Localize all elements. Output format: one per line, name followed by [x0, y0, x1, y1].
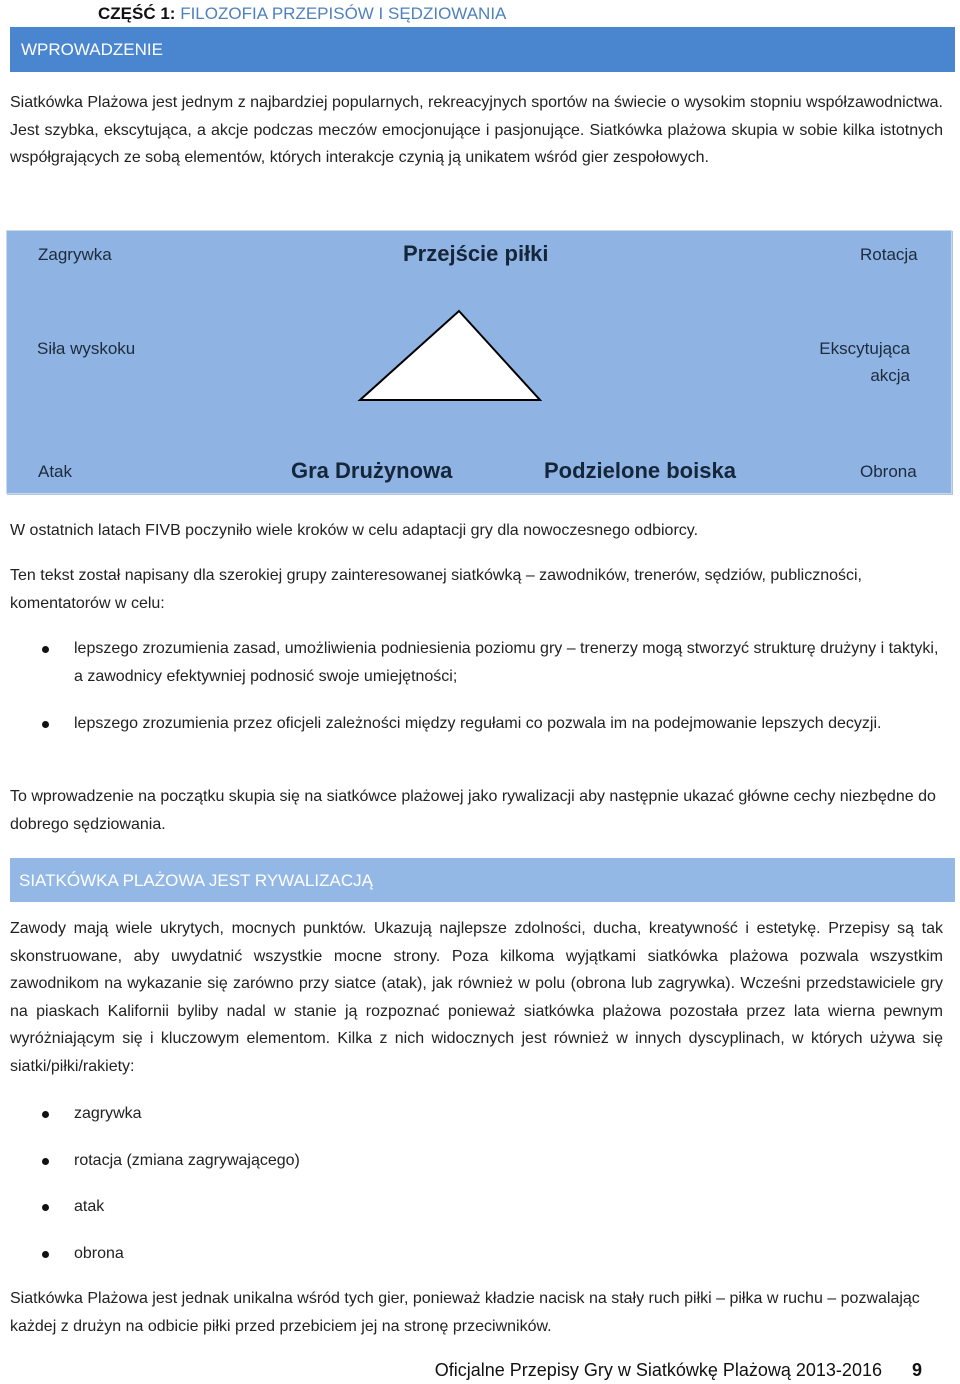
elements-diagram	[6, 230, 952, 494]
list-item-text: lepszego zrozumienia zasad, umożliwienia podniesienia poziomu gry – trenerzy mogą stworzyć strukturę drużyny i taktyki, a zawodnicy efektywniej podnosić swoje umiejętności;	[74, 640, 939, 685]
part-label: CZĘŚĆ 1:	[98, 4, 176, 23]
intro-paragraph: Siatkówka Plażowa jest jednym z najbardziej popularnych, rekreacyjnych sportów na świecie o wysokim stopniu współzawodnictwa. Jest szybka, ekscytująca, a akcje podczas meczów emocjonujące i pasjonujące. Siatkówka plażowa skupia w sobie kilka istotnych współgrających ze sobą elementów, których interakcje czynią ją unikatem wśród gier zespołowych.	[10, 94, 943, 166]
bullet-icon	[42, 1204, 49, 1211]
diagram-label-split-court: Podzielone boiska	[544, 458, 736, 483]
competition-paragraph: Zawody mają wiele ukrytych, mocnych punktów. Ukazują najlepsze zdolności, ducha, kreatywność i estetykę. Przepisy są tak skonstruowane, aby uwydatnić wszystkie mocne strony. Poza kilkoma wyjątkami siatkówka plażowa pozwala wszystkim zawodnikom na wykazanie się zarówno przy siatce (atak), jak również w polu (obrona lub zagrywka). Wcześni przedstawiciele gry na piaskach Kalifornii byliby nadal w stanie ją rozpoznać ponieważ siatkówka plażowa pozostała przez lata wierna pewnym wyróżniającym się i kluczowym elementom. Kilka z nich widocznych jest również w innych dyscyplinach, w których używa się siatki/piłki/rakiety:	[10, 920, 943, 1075]
section-header-bar	[10, 27, 955, 72]
bullet-icon	[42, 646, 49, 653]
section2-header-bar	[10, 858, 955, 902]
page-number: 9	[911, 1360, 922, 1380]
section-title: WPROWADZENIE	[21, 40, 163, 59]
bullet-icon	[42, 1251, 49, 1258]
part-heading	[98, 4, 506, 24]
bullet-icon	[42, 721, 49, 728]
fivb-paragraph: W ostatnich latach FIVB poczyniło wiele kroków w celu adaptacji gry dla nowoczesnego odbiorcy.	[10, 522, 699, 539]
diagram-label-exciting-action-1: Ekscytująca	[819, 339, 910, 358]
list-item-text: atak	[74, 1198, 105, 1215]
diagram-label-ball-transition: Przejście piłki	[403, 241, 549, 266]
bullet-icon	[42, 1158, 49, 1165]
audience-paragraph: Ten tekst został napisany dla szerokiej grupy zainteresowanej siatkówką – zawodników, trenerów, sędziów, publiczności, komentatorów w celu:	[10, 567, 862, 612]
diagram-label-serve: Zagrywka	[38, 245, 112, 264]
diagram-label-jump-power: Siła wyskoku	[37, 339, 136, 358]
list-item-text: zagrywka	[74, 1105, 142, 1122]
section2-title: SIATKÓWKA PLAŻOWA JEST RYWALIZACJĄ	[19, 871, 373, 890]
footer-title: Oficjalne Przepisy Gry w Siatkówkę Plażową 2013-2016	[434, 1360, 882, 1380]
bullet-icon	[42, 1111, 49, 1118]
focus-paragraph: To wprowadzenie na początku skupia się na siatkówce plażowej jako rywalizacji aby następnie ukazać główne cechy niezbędne do dobrego sędziowania.	[10, 788, 936, 833]
diagram-label-team-play: Gra Drużynowa	[291, 458, 453, 483]
part-title: FILOZOFIA PRZEPISÓW I SĘDZIOWANIA	[180, 4, 507, 23]
list-item-text: lepszego zrozumienia przez oficjeli zależności między regułami co pozwala im na podejmowanie lepszych decyzji.	[74, 715, 882, 732]
page-footer	[435, 1360, 922, 1381]
diagram-label-rotation: Rotacja	[860, 245, 918, 264]
diagram-label-attack: Atak	[38, 462, 73, 481]
diagram-label-defense: Obrona	[860, 462, 917, 481]
list-item-text: obrona	[74, 1245, 124, 1262]
diagram-label-exciting-action-2: akcja	[870, 366, 910, 385]
list-item-text: rotacja (zmiana zagrywającego)	[74, 1152, 300, 1169]
triangle-shape	[357, 309, 543, 403]
closing-paragraph: Siatkówka Plażowa jest jednak unikalna wśród tych gier, ponieważ kładzie nacisk na stały ruch piłki – piłka w ruchu – pozwalając każdej z drużyn na odbicie piłki przed przebiciem jej na stronę przeciwników.	[10, 1290, 920, 1335]
